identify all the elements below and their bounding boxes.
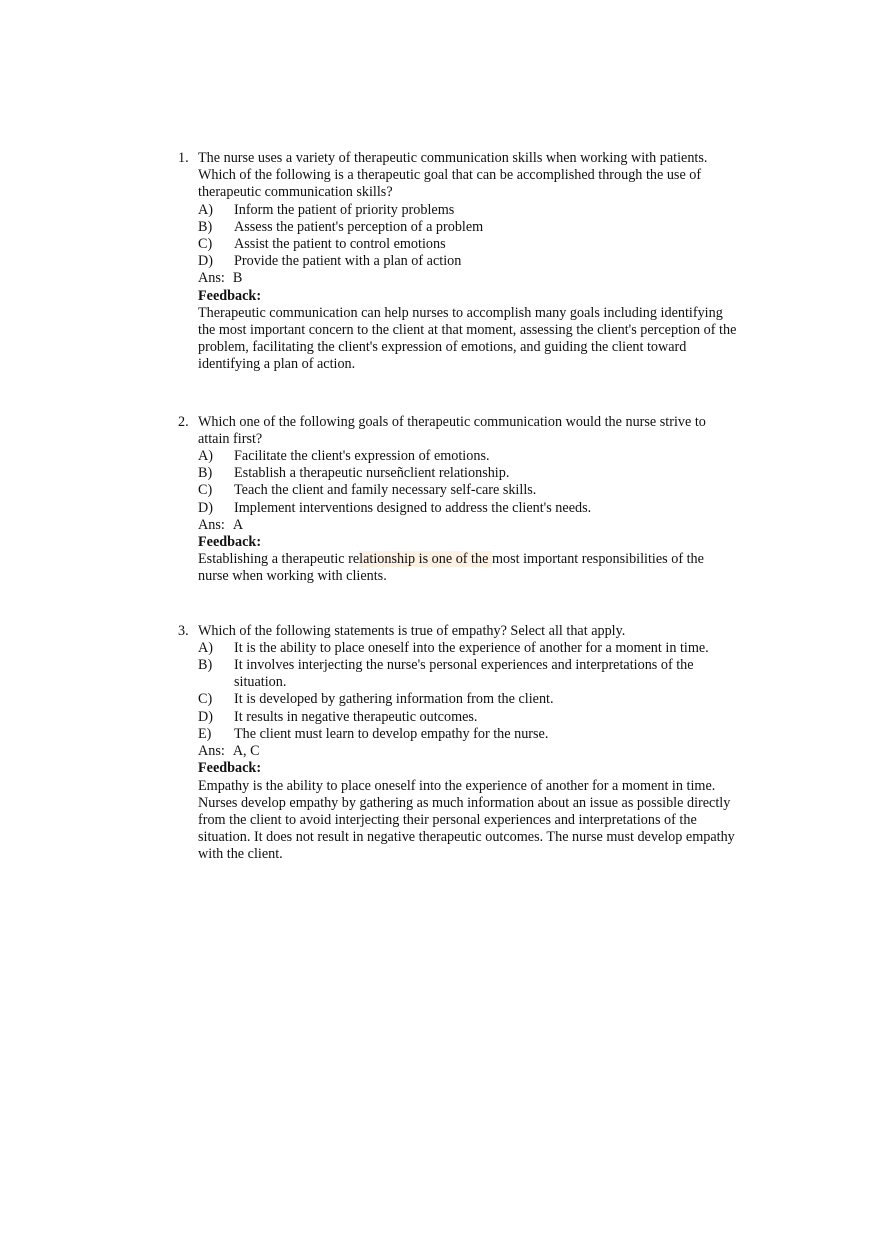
question-stem: The nurse uses a variety of therapeutic communication skills when working with patients. Which of the following is a therapeutic goal that can be accomplished through the use of therapeutic communication skills? (198, 150, 708, 201)
answer-value: A (232, 516, 244, 533)
option-list (198, 448, 738, 517)
feedback-heading: Feedback: (198, 760, 262, 777)
option-e (198, 726, 738, 743)
feedback-text (198, 551, 738, 585)
option-letter: B) (198, 218, 213, 235)
option-b (198, 465, 738, 482)
option-text: Teach the client and family necessary self-care skills. (234, 482, 537, 499)
option-letter: C) (198, 482, 213, 499)
option-b (198, 657, 738, 691)
option-text: It involves interjecting the nurse's personal experiences and interpretations of the situation. (234, 657, 694, 691)
option-letter: C) (198, 691, 213, 708)
feedback-heading: Feedback: (198, 534, 262, 551)
answer-line (198, 270, 738, 287)
option-text: Establish a therapeutic nurseñclient relationship. (234, 465, 510, 482)
answer-label: Ans: (198, 516, 225, 533)
option-a (198, 448, 738, 465)
feedback-text-end: most important responsibilities of the nurse when working with clients. (198, 551, 704, 585)
option-letter: C) (198, 236, 213, 253)
option-letter: B) (198, 465, 213, 482)
option-letter: D) (198, 708, 213, 725)
option-d (198, 709, 738, 726)
option-letter: E) (198, 725, 212, 742)
option-text: Assess the patient's perception of a problem (234, 218, 484, 235)
option-text: It is the ability to place oneself into the experience of another for a moment in time. (234, 639, 709, 656)
option-list (198, 202, 738, 271)
option-d (198, 500, 738, 517)
option-c (198, 691, 738, 708)
question-1 (178, 150, 738, 374)
option-text: It results in negative therapeutic outcomes. (234, 708, 478, 725)
option-text: Assist the patient to control emotions (234, 236, 446, 253)
answer-value: B (232, 270, 243, 287)
option-d (198, 253, 738, 270)
option-text: Implement interventions designed to address the client's needs. (234, 499, 592, 516)
question-number: 2. (178, 413, 189, 430)
option-letter: A) (198, 639, 213, 656)
option-text: Inform the patient of priority problems (234, 201, 455, 218)
feedback-text-start: Establishing a therapeutic re (198, 551, 360, 568)
answer-label: Ans: (198, 270, 225, 287)
option-c (198, 482, 738, 499)
feedback-heading: Feedback: (198, 287, 262, 304)
option-text: Provide the patient with a plan of action (234, 253, 462, 270)
option-c (198, 236, 738, 253)
question-number: 3. (178, 622, 189, 639)
option-letter: B) (198, 657, 213, 674)
option-a (198, 640, 738, 657)
option-letter: D) (198, 499, 213, 516)
answer-label: Ans: (198, 743, 225, 760)
option-b (198, 219, 738, 236)
highlighted-text: lationship is one of the (359, 551, 492, 568)
option-list (198, 640, 738, 743)
question-stem: Which of the following statements is true of empathy? Select all that apply. (198, 622, 626, 639)
question-number: 1. (178, 150, 189, 166)
answer-value: A, C (232, 743, 260, 760)
option-letter: D) (198, 253, 213, 270)
option-letter: A) (198, 448, 213, 465)
question-stem: Which one of the following goals of therapeutic communication would the nurse strive to attain first? (198, 413, 706, 447)
feedback-text: Therapeutic communication can help nurses to accomplish many goals including identifying the most important concern to the client at that moment, assessing the client's perception of the problem, facilitating the client's expression of emotions, and guiding the client toward identifying a plan of action. (198, 304, 737, 373)
answer-line (198, 743, 738, 760)
question-list (178, 150, 738, 864)
feedback-text: Empathy is the ability to place oneself into the experience of another for a moment in time. Nurses develop empathy by gathering as much information about an issue as possible directly from the client to avoid interjecting their personal experiences and interpretations of the situation. It does not result in negative therapeutic outcomes. The nurse must develop empathy with the client. (198, 777, 735, 863)
option-text: Facilitate the client's expression of emotions. (234, 448, 490, 465)
question-3 (178, 623, 738, 864)
option-text: It is developed by gathering information from the client. (234, 691, 554, 708)
answer-line (198, 517, 738, 534)
option-letter: A) (198, 201, 213, 218)
option-text: The client must learn to develop empathy for the nurse. (234, 725, 549, 742)
question-2 (178, 414, 738, 586)
option-a (198, 202, 738, 219)
